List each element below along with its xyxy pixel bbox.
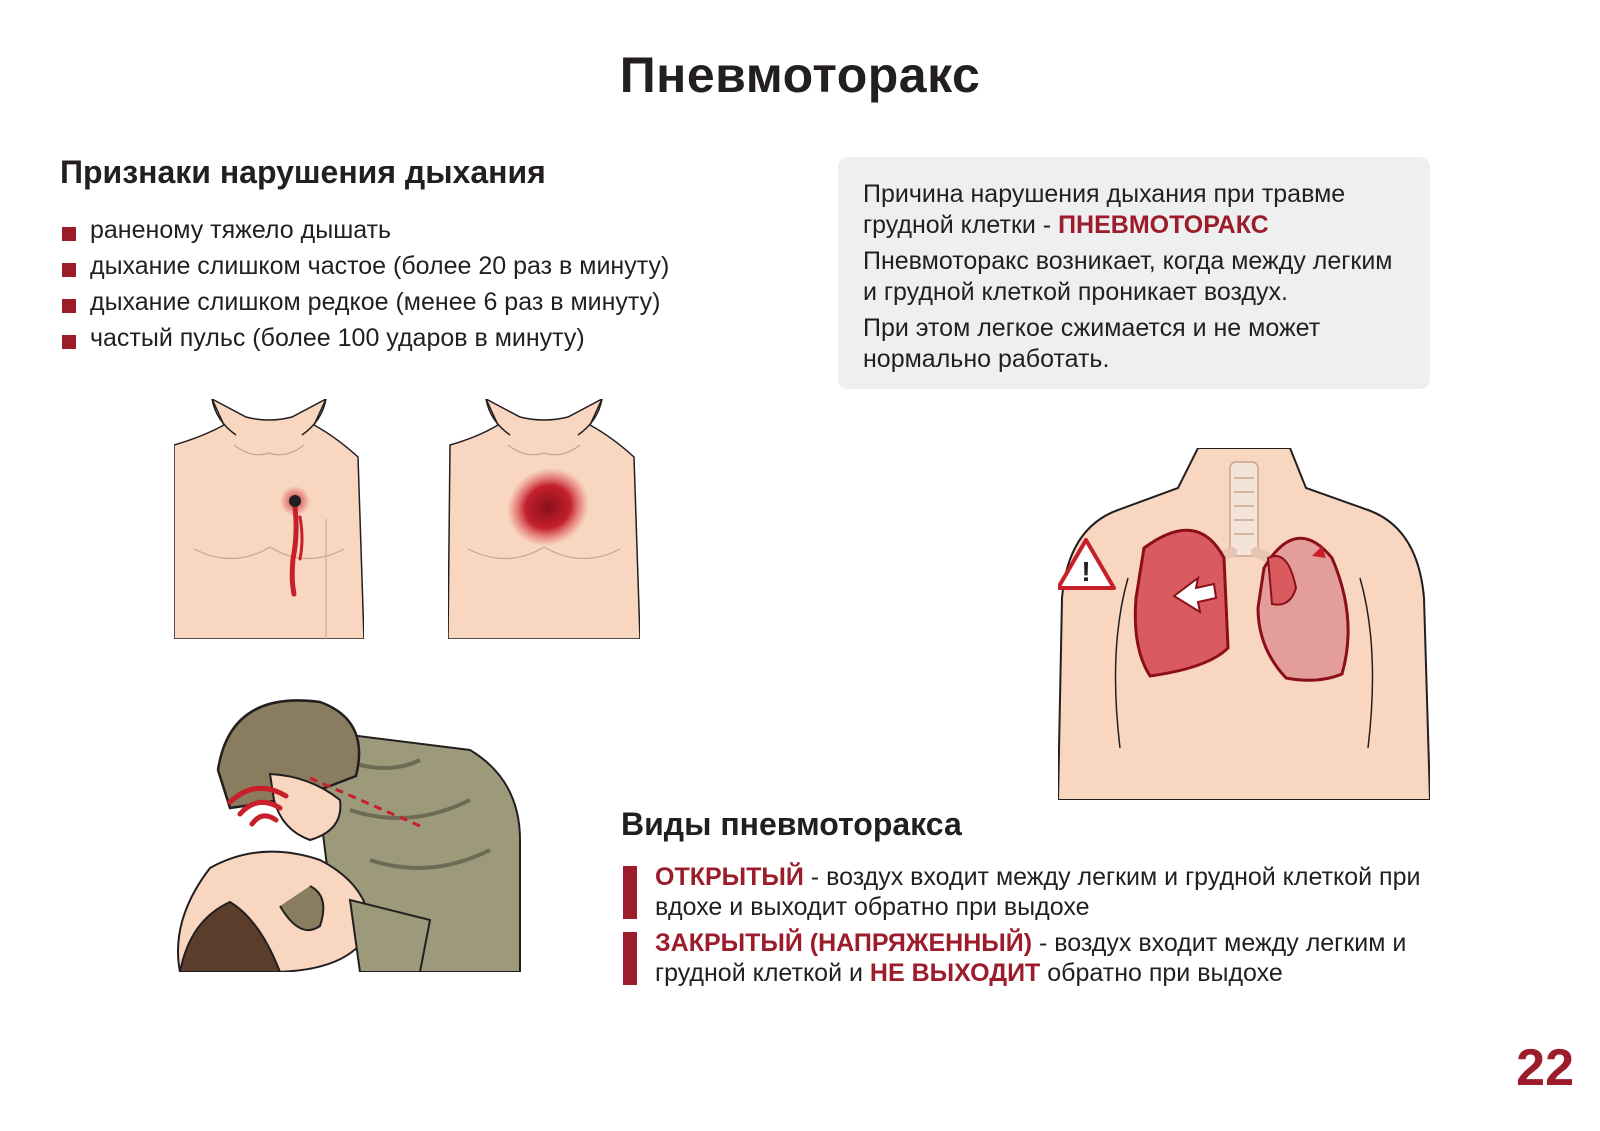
type-closed-emphasis: НЕ ВЫХОДИТ (869, 959, 1041, 987)
type-closed-text-before: - воздух входит между легким и грудной клеткой и (655, 929, 1407, 987)
signs-heading: Признаки нарушения дыхания (60, 154, 546, 190)
chest-wound-illustration (174, 399, 364, 639)
type-closed-text-after: обратно при выдохе (1047, 959, 1283, 987)
lungs-illustration (1058, 448, 1430, 800)
type-closed (621, 928, 1451, 988)
soldier-illustration (170, 690, 525, 972)
type-open-term: ОТКРЫТЫЙ (655, 863, 804, 891)
type-bar (623, 932, 637, 985)
info-cause-term: ПНЕВМОТОРАКС (1058, 211, 1269, 239)
info-effect: При этом легкое сжимается и не может нормально работать. (863, 314, 1321, 373)
sign-item: дыхание слишком частое (более 20 раз в минуту) (60, 248, 669, 284)
type-bar (623, 866, 637, 919)
page-number: 22 (1516, 1039, 1574, 1097)
type-open (621, 862, 1451, 922)
sign-item: дыхание слишком редкое (менее 6 раз в минуту) (60, 284, 669, 320)
info-cause (863, 179, 1410, 241)
sign-item: раненому тяжело дышать (60, 212, 669, 248)
info-box (838, 157, 1430, 389)
info-description: Пневмоторакс возникает, когда между легким и грудной клеткой проникает воздух. (863, 247, 1393, 306)
warning-mark: ! (1081, 556, 1091, 587)
type-closed-term: ЗАКРЫТЫЙ (НАПРЯЖЕННЫЙ) (655, 929, 1033, 957)
sign-item: частый пульс (более 100 ударов в минуту) (60, 320, 669, 356)
chest-bruise-illustration (448, 399, 640, 639)
info-cause-prefix: Причина нарушения дыхания при травме грудной клетки - (863, 180, 1346, 239)
signs-list (60, 212, 669, 356)
type-open-text: - воздух входит между легким и грудной клеткой при вдохе и выходит обратно при выдохе (655, 863, 1421, 921)
page-title: Пневмоторакс (619, 47, 981, 103)
types-heading: Виды пневмоторакса (621, 806, 962, 842)
